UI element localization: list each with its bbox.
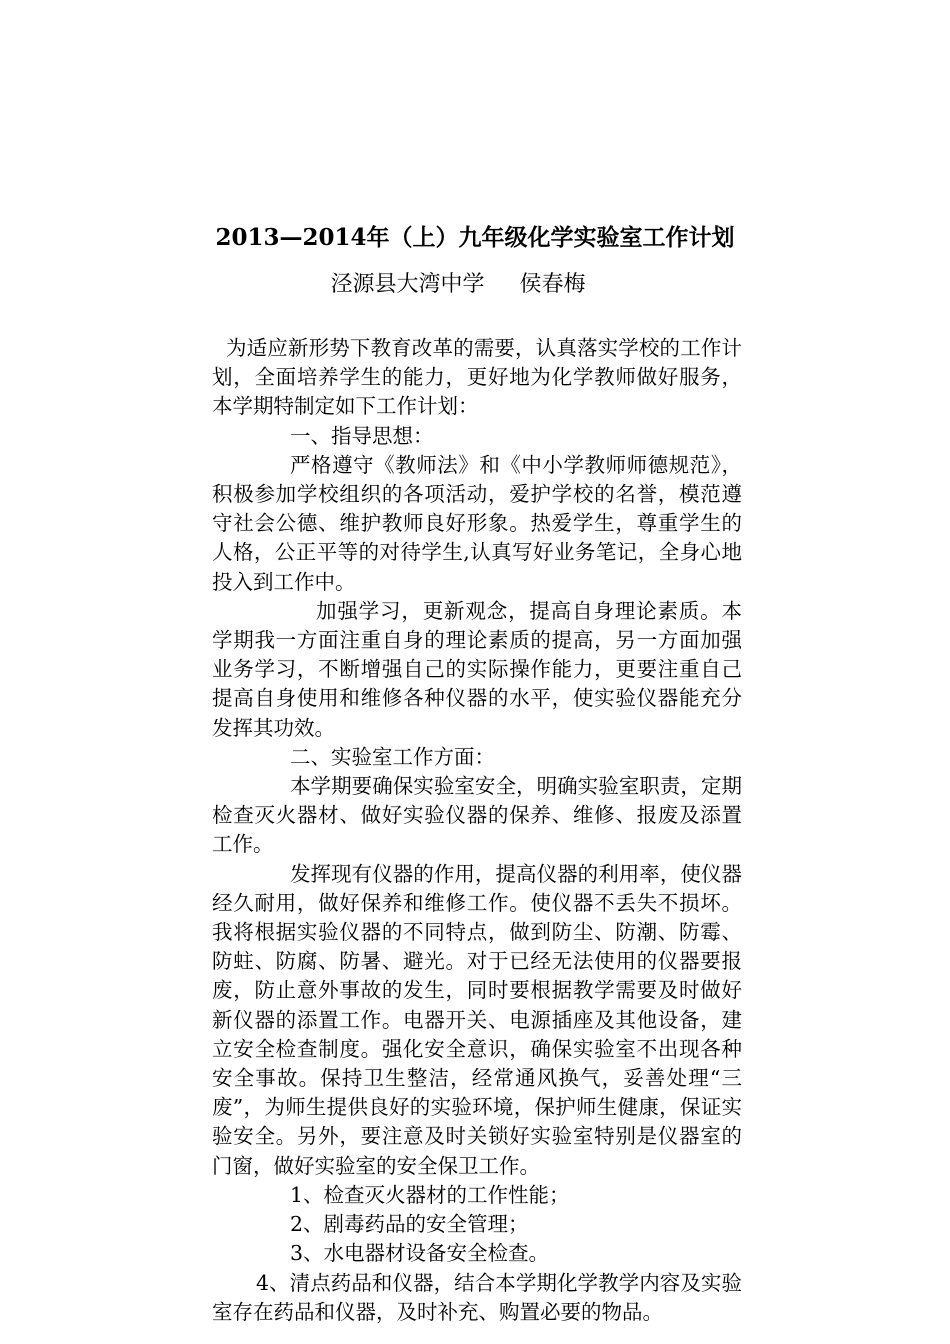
document-body	[212, 334, 742, 1327]
list-item-2: 2、剧毒药品的安全管理；	[290, 1212, 529, 1237]
section-heading-guiding-ideas: 一、指导思想：	[290, 423, 434, 448]
list-item-3: 3、水电器材设备安全检查。	[290, 1241, 550, 1266]
intro-paragraph: 为适应新形势下教育改革的需要，认真落实学校的工作计划，全面培养学生的能力，更好地为化学教师做好服务，本学期特制定如下工作计划：	[212, 336, 742, 419]
section-heading-lab-work: 二、实验室工作方面：	[290, 744, 495, 769]
paragraph-instrument-care: 发挥现有仪器的作用，提高仪器的利用率，使仪器经久耐用，做好保养和维修工作。使仪器不丢失不损坏。我将根据实验仪器的不同特点，做到防尘、防潮、防霉、防蛀、防腐、防暑、避光。对于已经无法使用的仪器要报废，防止意外事故的发生，同时要根据教学需要及时做好新仪器的添置工作。电器开关、电源插座及其他设备，建立安全检查制度。强化安全意识，确保实验室不出现各种安全事故。保持卫生整洁，经常通风换气，妥善处理“三废”，为师生提供良好的实验环境，保护师生健康，保证实验安全。另外，要注意及时关锁好实验室特别是仪器室的门窗，做好实验室的安全保卫工作。	[212, 861, 742, 1178]
list-item-1: 1、检查灭火器材的工作性能；	[290, 1182, 570, 1207]
paragraph-study: 加强学习，更新观念，提高自身理论素质。本学期我一方面注重自身的理论素质的提高，另一方面加强业务学习，不断增强自己的实际操作能力，更要注重自己提高自身使用和维修各种仪器的水平，使实验仪器能充分发挥其功效。	[212, 598, 742, 740]
list-item-4: 4、清点药品和仪器，结合本学期化学教学内容及实验室存在药品和仪器，及时补充、购置必要的物品。	[212, 1270, 742, 1324]
paragraph-lab-safety: 本学期要确保实验室安全，明确实验室职责，定期检查灭火器材、做好实验仪器的保养、维修、报废及添置工作。	[212, 774, 742, 857]
document-title: 2013—2014年（上）九年级化学实验室工作计划	[215, 224, 735, 251]
paragraph-professional-ethics: 严格遵守《教师法》和《中小学教师师德规范》，积极参加学校组织的各项活动，爱护学校的名誉，模范遵守社会公德、维护教师良好形象。热爱学生，尊重学生的人格，公正平等的对待学生,认真写好业务笔记，全身心地投入到工作中。	[212, 452, 742, 594]
author-line: 泾源县大湾中学 侯春梅	[330, 272, 586, 297]
